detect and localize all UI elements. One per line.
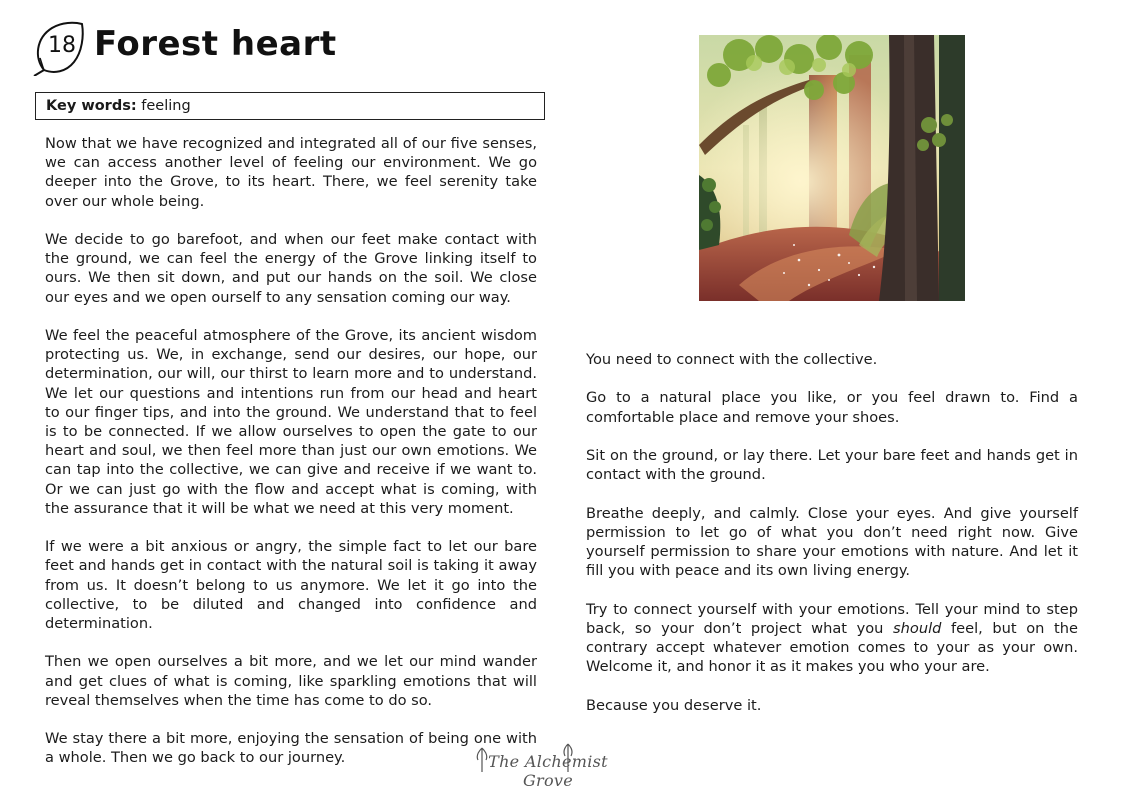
paragraph: Because you deserve it.: [586, 696, 762, 714]
paragraph: Then we open ourselves a bit more, and we let our mind wander and get clues of what is coming, like sparkling emotions that will reveal themselves when the time has come to do so.: [45, 653, 537, 709]
footer-logo-text: The Alchemist Grove: [488, 752, 608, 790]
paragraph: Now that we have recognized and integrated all of our five senses, we can access another level of feeling our environment. We go deeper into the Grove, to its heart. There, we feel serenity take over our whole being.: [45, 135, 537, 210]
keywords-value: feeling: [141, 98, 191, 114]
paragraph: Go to a natural place you like, or you feel drawn to. Find a comfortable place and remove your shoes.: [586, 389, 1078, 426]
keywords-box: [35, 92, 545, 120]
text-segment: feel, but on the contrary accept whatever emotion comes to your as your own. Welcome it, and honor it as it makes you who your are.: [586, 619, 1078, 676]
page-number: 18: [48, 33, 76, 58]
paragraph: We stay there a bit more, enjoying the sensation of being one with a whole. Then we go back to our journey.: [45, 730, 537, 767]
paragraph: Sit on the ground, or lay there. Let your bare feet and hands get in contact with the ground.: [586, 446, 1078, 484]
left-column: [45, 134, 537, 768]
paragraph: If we were a bit anxious or angry, the simple fact to let our bare feet and hands get in contact with the natural soil is taking it away from us. It doesn’t belong to us anymore. We let it go into the collective, to be diluted and changed into confidence and determination.: [45, 538, 537, 633]
right-column: [586, 350, 1078, 715]
paragraph: We decide to go barefoot, and when our feet make contact with the ground, we can feel the energy of the Grove linking itself to ours. We then sit down, and put our hands on the soil. We close our eyes and we open ourself to any sensation coming our way.: [45, 231, 537, 306]
paragraph: You need to connect with the collective.: [586, 351, 878, 368]
paragraph: [586, 600, 1078, 677]
keywords-label: Key words:: [46, 98, 137, 114]
paragraph: Breathe deeply, and calmly. Close your eyes. And give yourself permission to let go of what you don’t need right now. Give yourself permission to share your emotions with nature. And let it fill you with peace and its own living energy.: [586, 504, 1078, 580]
emphasis-text: should: [893, 619, 942, 637]
paragraph: We feel the peaceful atmosphere of the Grove, its ancient wisdom protecting us. We, in exchange, send our desires, our hope, our determination, our will, our thirst to learn more and to understand. We let our questions and intentions run from our head and heart to our finger tips, and into the ground. We understand that to feel is to be connected. If we allow ourselves to open the gate to our heart and soul, we then feel more than just our own emotions. We can tap into the collective, we can give and receive if we want to. Or we can just go with the flow and accept what is coming, with the assurance that it will be what we need at this very moment.: [45, 327, 537, 517]
text-segment: Try to connect yourself with your emotions. Tell your mind to step back, so your don’t project what you: [586, 600, 1078, 637]
page-title: Forest heart: [94, 24, 337, 64]
forest-illustration: [699, 35, 965, 301]
